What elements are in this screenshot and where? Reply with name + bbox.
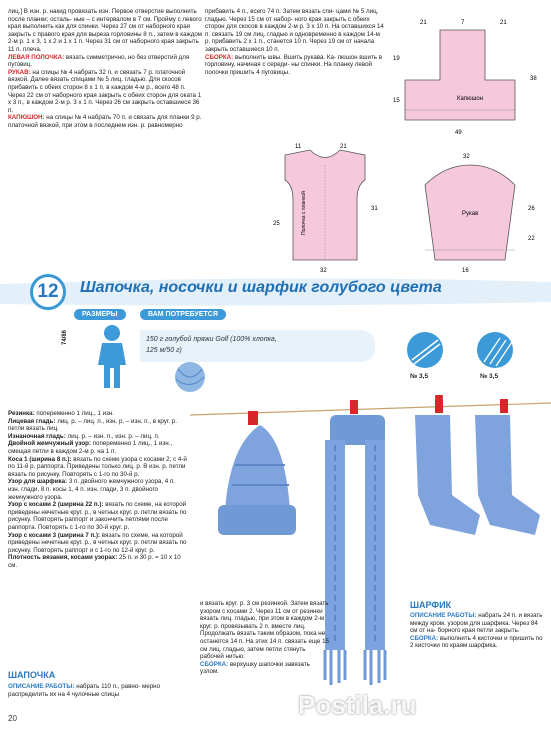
pattern-text: лиц. р. – изн. п., изн. р. – лиц. п. [67,432,160,440]
dim: 25 [273,221,280,227]
scarf-text: борного края петли закрыть. [437,627,520,635]
assembly-text: выполнить швы. Вшить рукава. Ка- [234,53,338,61]
scarf-description [410,612,545,650]
sleeve-diagram-label: Рукав [462,211,479,217]
hood-text: связать для планки 9 р. платочной вязкой, [8,114,202,129]
hat-assembly-label: СБОРКА: [200,660,229,668]
dim: 21 [500,20,507,26]
pattern-label: Плотность вязания, косами узорах: [8,554,120,562]
hood-diagram-label: Капюшон [457,96,484,102]
socks-text-line: Затем вязать узором с косами [200,600,329,615]
assembly-label: СБОРКА: [205,53,234,61]
hood-text: при этом в последнем изн. р. равномерно [62,121,183,129]
pattern-label: Узор с косами 3 (ширина 7 п.): [8,531,102,539]
dim: 11 [295,144,302,150]
pattern-text: вязать по схеме, на которой приведены нечетные круг. р., в четных круг. р. петли вязать по рисунку. Повторять раппорт и закончить петлями после раппорта. Повторять с 1-го по 30-й круг. р. [8,501,187,531]
sizes-label: РАЗМЕРЫ [74,309,126,320]
pattern-item [8,433,188,441]
middle-text-line: в каждом 2-м р. 3 х 10 п. На оставшихся 14 п. [205,23,384,38]
intro-text-line: от наборного края закрыть с правого края [8,23,190,38]
sleeve-text: с обеих сторон для оката 1 х 3 п., в каждом [8,91,202,107]
sleeve-text: 7 р. платочной вязкой. Далее вязать спицами [8,68,186,84]
front-diagram [265,140,385,280]
hood-label: КАПЮШОН: [8,114,45,122]
scarf-assembly-text: пришить по 2 кисточки по краям [410,634,543,650]
needle-size-1: № 3,5 [410,373,429,380]
double-pointed-needles-icon [470,330,520,370]
intro-text-line: края выполнить как для спинки. Через 27 см [8,23,138,31]
intro-text-line: наборного края закрыть 11 п. плеча. [8,38,199,53]
pattern-item [8,478,188,501]
hood-text: на спицы № 4 набрать 70 п. и [46,114,134,122]
hat-text: набрать 110 п., равно- [76,683,143,690]
pattern-label: Коса 1 (ширина 8 п.): [8,455,74,463]
sleeve-text: № 5 лиц. гладью. Для скосов прибавить с [8,76,181,91]
socks-text-line: лиц. гладью, при этом в каждом [220,615,315,623]
sleeve-text: 48 п. Через 22 см от наборного края закрыть [8,83,186,99]
sleeve-diagram [400,150,550,275]
middle-text-line: связать 19 см лиц. гладью и одновременно в [211,30,344,38]
middle-text-line: оставшиеся 10 п. [229,45,280,53]
socks-text [200,600,330,676]
dim: 38 [530,76,537,82]
pattern-item [8,440,188,455]
left-pocket-text: вязать симметрично, но [65,53,137,61]
yarn-line-2: 125 м/50 г) [146,347,182,354]
pattern-item [8,410,188,418]
socks-text-line: стянуть рабочей нитью. [200,645,306,661]
hat-section-title: ШАПОЧКА [8,670,56,680]
scarf-text: набрать [478,612,504,619]
scarf-assembly-label: СБОРКА: [410,634,439,642]
middle-text-line: цами № 5 лиц. гладью. Через 15 см от набор- [205,8,379,23]
scarf-text: 24 п. и вязать между кром. узором [410,612,543,627]
yarn-line-1: 150 г голубой пряжи Golf (100% хлопка, [146,336,277,343]
section-number: 12 [30,274,66,310]
pattern-text: вязать по схеме, на которой приведены нечетные круг. р., в четных круг. р. петли вязать по рисунку. Повторять раппорт и с 1-го по 12-й круг. р. [8,531,187,554]
middle-text-line: каждом 14-м р. прибавить 2 х 1 п., станется 10 п. [205,30,380,46]
socks-text-line: и вязать круг. р. 3 см резинкой. [200,600,291,607]
dim: 15 [393,98,400,104]
dim: 21 [420,20,427,26]
intro-text-line: отверстие выполнить после планки; осталь- [8,8,197,23]
section-title: Шапочка, носочки и шарфик голубого цвета [80,279,442,296]
sleeve-label: РУКАВ: [8,68,31,76]
socks-text-line: вместе лиц. Продолжать вязать [200,622,306,638]
intro-text-column [8,8,203,130]
left-pocket-text: без отверстий для пуговиц. [8,53,190,69]
pattern-text: лиц. р. – лиц. п., изн. р. – изн. п., в круг. р. петли вязать лиц. [8,417,177,433]
dim: 26 [528,206,535,212]
intro-text-line: для выреза горловины 8 п., затем в каждом [76,30,203,38]
middle-text-column [205,8,385,76]
dim: 7 [461,20,465,26]
sleeve-text: 36 п. [8,99,200,114]
assembly-text: ны спинки. На планку левой полочки пришить [205,61,372,76]
pattern-label: Лицевая гладь: [8,417,58,425]
assembly-text: пюшон вшить в горловину, начиная с середи- [205,53,383,69]
middle-text-line: прибавить 4 п., всего 74 п. Затем вязать спи- [205,8,337,15]
watermark: Postila.ru [298,690,417,720]
dim: 32 [320,268,327,274]
yarn-ball-icon [160,355,220,395]
pattern-label: Изнаночная гладь: [8,432,68,440]
socks-text-line: 2. Через 11 см от резинки вязать [200,607,323,623]
pattern-label: Узор для шарфика: [8,478,69,486]
pattern-text: попеременно 1 лиц., 1 изн., смещая петли в каждом 2-м р. на 1 п. [8,440,173,455]
hat-desc-label: ОПИСАНИЕ РАБОТЫ: [8,683,75,690]
hat-text: мерно распределить их на 4 чулочные спицы [8,683,161,698]
pattern-label: Двойной жемчужный узор: [8,440,93,448]
dim: 16 [462,268,469,274]
pattern-label: Резинка: [8,410,37,417]
socks-text-line: 2-м круг. р. провязывать 2 п. [200,615,325,630]
dim: 21 [340,144,347,150]
middle-text-line: Через 19 см от начала закрыть [205,38,375,53]
dim: 49 [455,130,462,136]
child-silhouette-icon [74,323,144,393]
middle-text-line: ного края закрыть с обеих сторон для скосов [205,15,370,31]
sleeve-text: обеих сторон 8 х 1 п. в каждом 4-м р., всего [44,83,172,91]
socks-text-line: 15 см лиц. гладью, затем петли [200,637,329,653]
pattern-item [8,456,188,479]
scarf-assembly-text: выполнить 4 кисточки и [439,634,510,642]
intro-text-line: ные – с интервалом в 7 см. Пройму с левого [73,15,202,23]
hat-description [8,683,198,698]
scarf-section-title: ШАРФИК [410,600,452,610]
scarf-assembly-text: шарфика. [469,642,498,650]
pattern-text: 3 п. двойного жемчужного узора, 4 п. изн. глади, 8 п. косы 1, 4 п. изн. глади, 3 п. двойного жемчужного узора. [8,478,176,501]
knitting-needles-icon [400,330,450,370]
intro-text-line: 2-м р. 1 х 3, 1 х 2 и 1 х 1 п. Через 31 см от [8,38,130,46]
page-number: 20 [8,714,17,723]
assembly-text: 4 пуговицы. [256,68,290,76]
pattern-text: вязать по схеме узора с косами 2; с 4-й по 11-й р. раппорта. Приведены только лиц. р. В изн. р. петли вязать по рисунку. Повторять с 1-го по 30-й р. [8,455,187,478]
dim: 32 [463,154,470,160]
yarn-label: ВАМ ПОТРЕБУЕТСЯ [140,309,226,320]
pattern-item [8,554,188,569]
patterns-list [8,410,188,569]
needle-size-2: № 3,5 [480,373,499,380]
dim: 19 [393,56,400,62]
scarf-text: для шарфика. Через 84 см от на- [410,619,538,635]
sleeve-text: на спицы № 4 набрать 32 п. и связать [32,68,144,76]
scarf-desc-label: ОПИСАНИЕ РАБОТЫ: [410,612,477,619]
pattern-item [8,418,188,433]
dim: 31 [371,206,378,212]
pattern-label: Узор с косами 2 (ширина 22 п.): [8,501,106,509]
front-diagram-label: Полочка с планкой [301,191,307,235]
intro-text-line: лиц.] В изн. р. накид провязать изн. Первое [8,8,136,15]
left-pocket-label: ЛЕВАЯ ПОЛОЧКА: [8,53,65,61]
dim: 22 [528,236,535,242]
pattern-item [8,501,188,531]
size-value: 74/86 [62,329,68,345]
pattern-text: 25 п. и 30 р. = 10 х 10 см. [8,554,181,569]
hat-assembly-text: верхушку шапочки завязать узлом. [200,660,310,676]
sleeve-text: 2-м р. 3 х 1 п. Через 26 см закрыть оставшиеся [54,99,193,107]
pattern-text: попеременно 1 лиц., 1 изн. [36,410,115,417]
socks-text-line: таким образом, пока не останется [200,630,326,645]
hood-diagram [385,10,545,140]
socks-text-line: 14 п. На этих 14 п. связать еще [230,637,323,645]
pattern-item [8,532,188,555]
